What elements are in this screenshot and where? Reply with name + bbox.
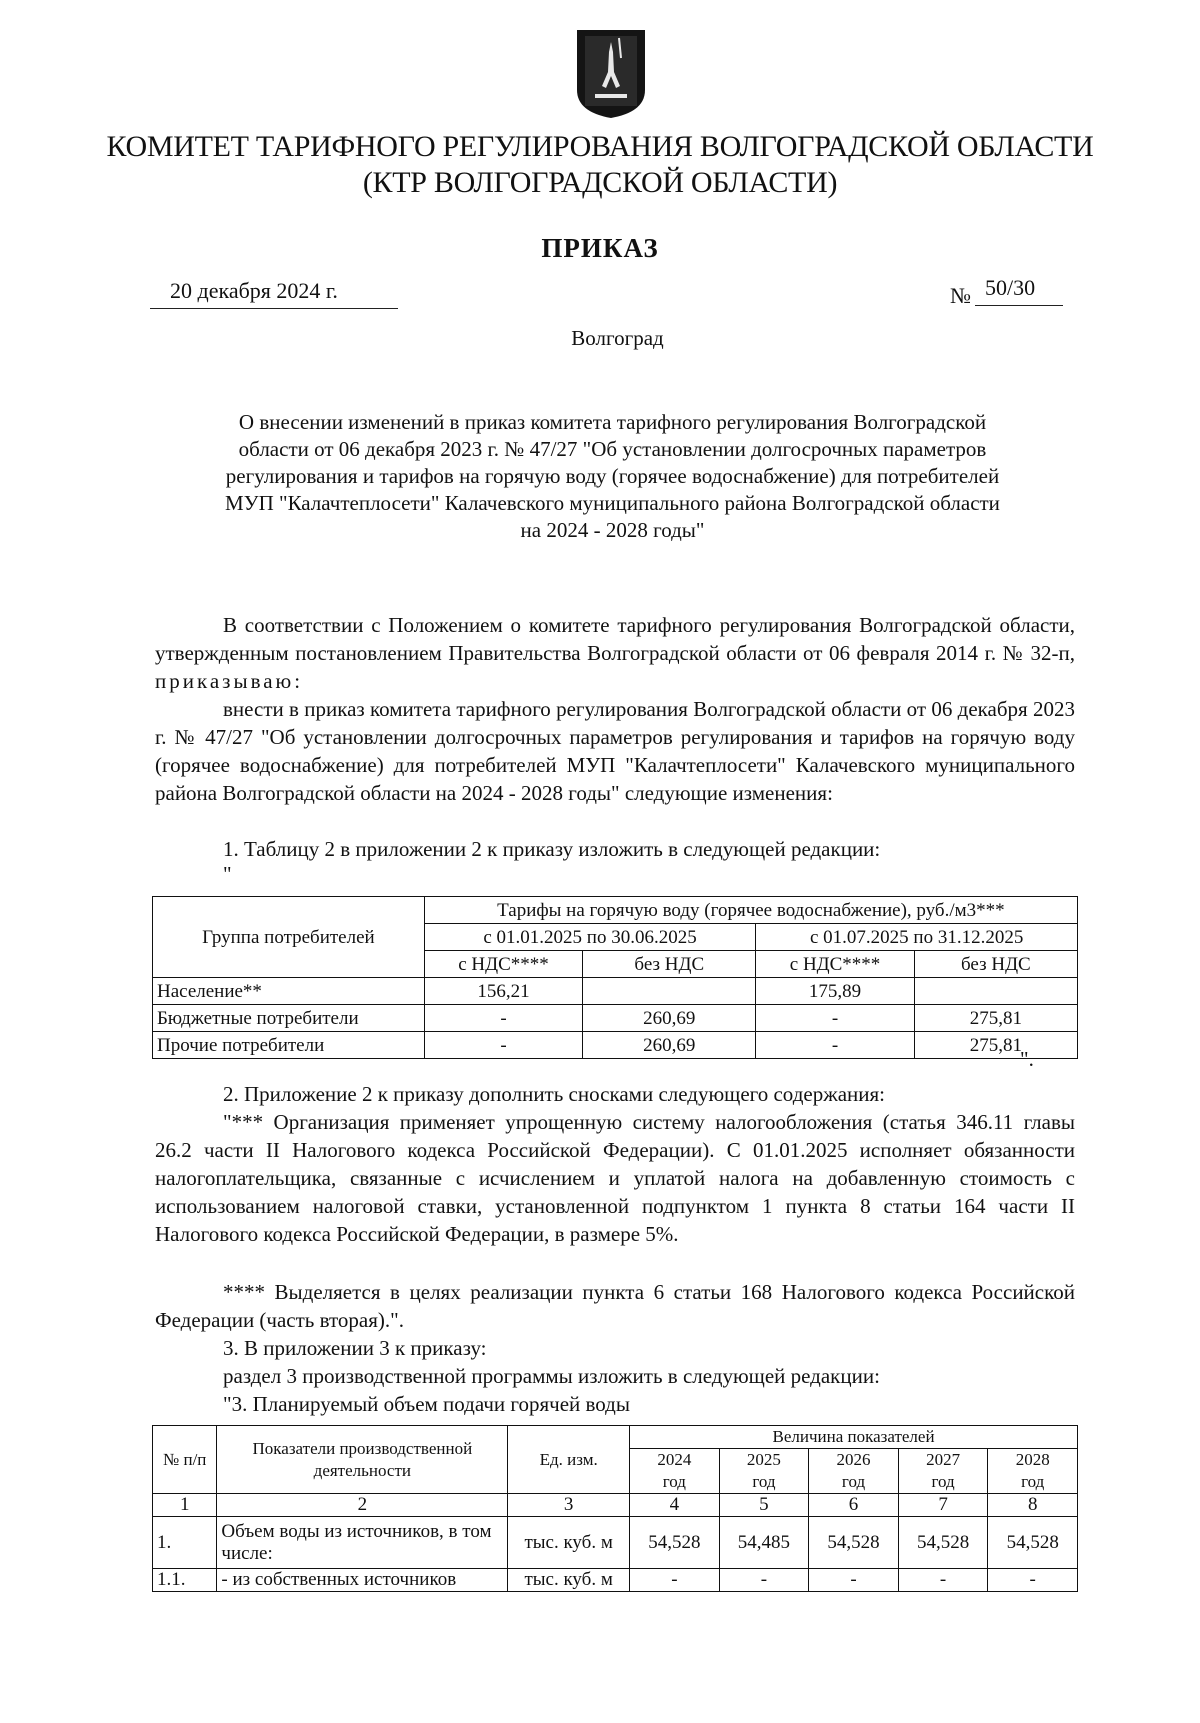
tariff-value: 275,81 — [914, 1032, 1077, 1059]
indicator-name: Объем воды из источников, в том числе: — [217, 1517, 508, 1569]
year: 2027 — [926, 1450, 961, 1469]
consumer-group: Население** — [153, 978, 425, 1005]
unit: тыс. куб. м — [508, 1517, 630, 1569]
unit-header: Ед. изм. — [508, 1426, 630, 1494]
city: Волгоград — [571, 326, 664, 350]
column-number: 5 — [719, 1494, 809, 1517]
tariff-main-header: Тарифы на горячую воду (горячее водоснабжение), руб./м3*** — [424, 897, 1077, 924]
with-vat-header: с НДС**** — [756, 951, 914, 978]
without-vat-header: без НДС — [583, 951, 756, 978]
tariff-value: 260,69 — [583, 1005, 756, 1032]
value: - — [630, 1569, 720, 1592]
row-number: 1.1. — [153, 1569, 217, 1592]
opening-quote: " — [223, 862, 232, 886]
table-row — [153, 1005, 1078, 1032]
value: 54,485 — [719, 1517, 809, 1569]
preamble-text: В соответствии с Положением о комитете тарифного регулирования Волгоградской области, утвержденным постановлением Правительства Волгоградской области от 06 февраля 2014 г. № 32-п, — [155, 613, 1075, 665]
without-vat-header: без НДС — [914, 951, 1077, 978]
tariff-value: 260,69 — [583, 1032, 756, 1059]
order-word: приказываю: — [155, 669, 304, 693]
subject-line: области от 06 декабря 2023 г. № 47/27 "Об установлении долгосрочных параметров — [238, 437, 987, 461]
year: 2026 — [836, 1450, 871, 1469]
column-number: 4 — [630, 1494, 720, 1517]
column-number: 8 — [988, 1494, 1078, 1517]
row-number: 1. — [153, 1517, 217, 1569]
value: 54,528 — [630, 1517, 720, 1569]
year-header — [630, 1449, 720, 1494]
organization-name: КОМИТЕТ ТАРИФНОГО РЕГУЛИРОВАНИЯ ВОЛГОГРАДСКОЙ ОБЛАСТИ — [106, 130, 1094, 163]
year-word: год — [1021, 1472, 1045, 1491]
table-row — [153, 1032, 1078, 1059]
year-header — [988, 1449, 1078, 1494]
year-header — [898, 1449, 988, 1494]
year-word: год — [752, 1472, 776, 1491]
column-number: 7 — [898, 1494, 988, 1517]
footnote-4: **** Выделяется в целях реализации пункта 6 статьи 168 Налогового кодекса Российской Федерации (часть вторая).". — [155, 1280, 1075, 1332]
year-header — [719, 1449, 809, 1494]
document-number: 50/30 — [975, 275, 1063, 306]
year-header — [809, 1449, 899, 1494]
value: 54,528 — [898, 1517, 988, 1569]
table-row — [153, 978, 1078, 1005]
indicator-name: - из собственных источников — [217, 1569, 508, 1592]
tariff-value: 175,89 — [756, 978, 914, 1005]
values-header: Величина показателей — [630, 1426, 1078, 1449]
unit: тыс. куб. м — [508, 1569, 630, 1592]
document-title: ПРИКАЗ — [541, 233, 659, 263]
volume-table — [152, 1425, 1078, 1592]
value: 54,528 — [809, 1517, 899, 1569]
subject-line: регулирования и тарифов на горячую воду (горячее водоснабжение) для потребителей — [225, 464, 1000, 488]
tariff-value: - — [424, 1032, 582, 1059]
column-number: 3 — [508, 1494, 630, 1517]
indicator-header: Показатели производственной деятельности — [217, 1426, 508, 1494]
item-1: 1. Таблицу 2 в приложении 2 к приказу изложить в следующей редакции: — [223, 837, 881, 861]
subject-line: О внесении изменений в приказ комитета тарифного регулирования Волгоградской — [238, 410, 987, 434]
value: - — [809, 1569, 899, 1592]
preamble-paragraph — [155, 611, 1075, 695]
subject-line: МУП "Калачтеплосети" Калачевского муниципального района Волгоградской области — [225, 491, 1000, 515]
year: 2028 — [1015, 1450, 1050, 1469]
item-3: 3. В приложении 3 к приказу: — [223, 1336, 487, 1360]
item-3-text: раздел 3 производственной программы изложить в следующей редакции: — [223, 1364, 880, 1388]
closing-quote: ". — [1020, 1047, 1034, 1071]
column-number-row — [153, 1494, 1078, 1517]
period-2-header: с 01.07.2025 по 31.12.2025 — [756, 924, 1078, 951]
tariff-value — [583, 978, 756, 1005]
num-header: № п/п — [153, 1426, 217, 1494]
tariff-value — [914, 978, 1077, 1005]
section-title: "3. Планируемый объем подачи горячей воды — [223, 1392, 630, 1416]
column-number: 1 — [153, 1494, 217, 1517]
tariff-value: - — [756, 1032, 914, 1059]
year: 2025 — [746, 1450, 781, 1469]
year-word: год — [931, 1472, 955, 1491]
period-1-header: с 01.01.2025 по 30.06.2025 — [424, 924, 756, 951]
tariff-value: 156,21 — [424, 978, 582, 1005]
tariff-value: - — [756, 1005, 914, 1032]
coat-of-arms-emblem-icon — [575, 28, 647, 120]
organization-abbreviation: (КТР ВОЛГОГРАДСКОЙ ОБЛАСТИ) — [362, 166, 838, 199]
value: - — [988, 1569, 1078, 1592]
tariff-value: 275,81 — [914, 1005, 1077, 1032]
value: - — [898, 1569, 988, 1592]
with-vat-header: с НДС**** — [424, 951, 582, 978]
column-number: 6 — [809, 1494, 899, 1517]
group-header: Группа потребителей — [153, 897, 425, 978]
consumer-group: Прочие потребители — [153, 1032, 425, 1059]
consumer-group: Бюджетные потребители — [153, 1005, 425, 1032]
year: 2024 — [657, 1450, 692, 1469]
subject-line: на 2024 - 2028 годы" — [520, 518, 705, 542]
item-2: 2. Приложение 2 к приказу дополнить сносками следующего содержания: — [223, 1082, 886, 1106]
year-word: год — [841, 1472, 866, 1491]
column-number: 2 — [217, 1494, 508, 1517]
value: - — [719, 1569, 809, 1592]
tariff-table — [152, 896, 1078, 1059]
amendment-paragraph: внести в приказ комитета тарифного регулирования Волгоградской области от 06 декабря 2023 г. № 47/27 "Об установлении долгосрочных параметров регулирования и тарифов на горячую воду (горячее водоснабжение) для потребителей МУП "Калачтеплосети" Калачевского муниципального района Волгоградской области на 2024 - 2028 годы" следующие изменения: — [155, 697, 1075, 805]
value: 54,528 — [988, 1517, 1078, 1569]
document-date: 20 декабря 2024 г. — [150, 278, 398, 309]
tariff-value: - — [424, 1005, 582, 1032]
year-word: год — [662, 1472, 686, 1491]
table-row — [153, 1517, 1078, 1569]
number-label: № — [950, 283, 971, 308]
footnote-3: "*** Организация применяет упрощенную систему налогообложения (статья 346.11 главы 26.2 части II Налогового кодекса Российской Федерации). С 01.01.2025 исполняет обязанности налогоплательщика, связанные с исчислением и уплатой налога на добавленную стоимость с использованием налоговой ставки, установленной подпунктом 1 пункта 8 статьи 164 части II Налогового кодекса Российской Федерации, в размере 5%. — [155, 1110, 1075, 1246]
document-subject — [150, 409, 1075, 544]
table-row — [153, 1569, 1078, 1592]
